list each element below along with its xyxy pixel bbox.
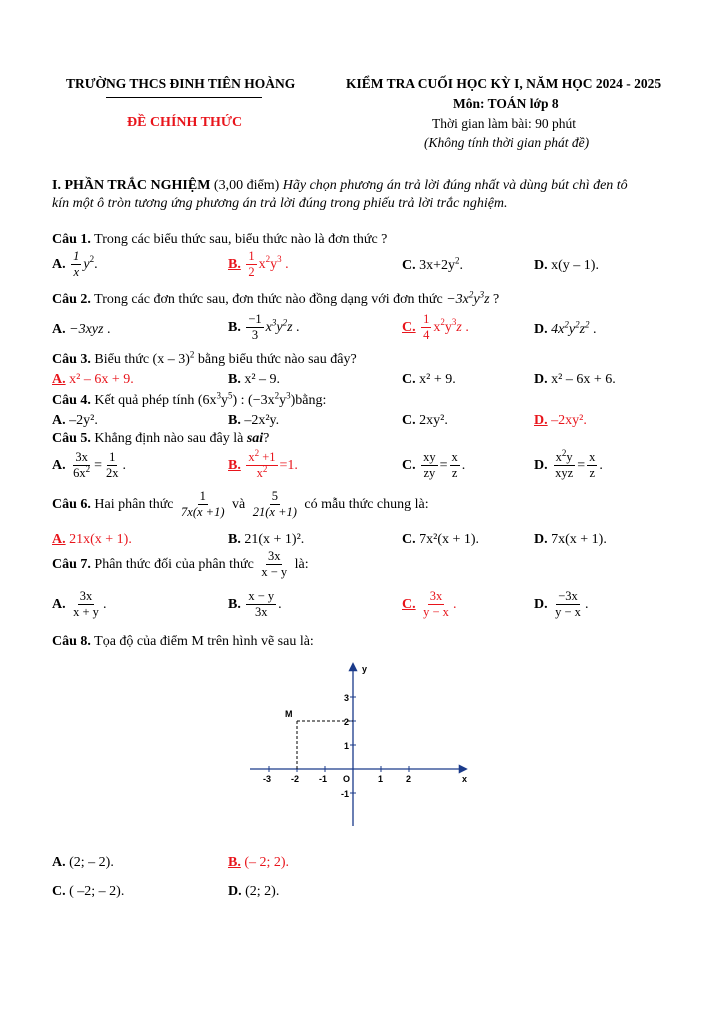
q3-option-d[interactable]: D. x² – 6x + 6. [534, 372, 616, 387]
point-m-label: M [285, 709, 293, 719]
q1-option-b[interactable]: B. $\frac{1}{2}$ $x^2y^3$ . [228, 249, 289, 280]
section-heading [52, 178, 628, 194]
q1-option-a[interactable]: A. $\frac{1}{x}$ $y^2$. [52, 249, 98, 280]
section-points: (3,00 điểm) [210, 178, 283, 193]
q1-option-c[interactable]: C. $3x+2y^2$. [402, 255, 464, 273]
q4-option-b[interactable]: B. –2x²y. [228, 413, 280, 428]
q3-option-a[interactable]: A. x² – 6x + 9. [52, 372, 134, 387]
question-7: Câu 7. Phân thức đối của phân thức $\frac{3x}{x - y}$ là: [52, 549, 309, 580]
question-4: Câu 4. Kết quả phép tính $(6x^3y^5)$ : $(-3x^2y^3)bằng$: [52, 390, 327, 408]
y-tick-label: 3 [344, 693, 350, 703]
q6-option-a[interactable]: A. 21x(x + 1). [52, 532, 132, 547]
x-tick-label: -2 [291, 774, 300, 784]
q2-option-b[interactable]: B. $\frac{-1}{3}$ $x^3y^2z$ . [228, 312, 300, 343]
question-3: Câu 3. Biểu thức (x – 3)$^2$ bằng biểu thức nào sau đây? [52, 349, 357, 367]
question-1-text: Trong các biểu thức sau, biểu thức nào là đơn thức ? [90, 232, 388, 247]
q4-option-c[interactable]: C. 2xy². [402, 413, 448, 428]
q3-option-b[interactable]: B. x² – 9. [228, 372, 281, 387]
x-tick-label: -3 [263, 774, 272, 784]
question-1 [52, 232, 387, 248]
q3-option-c[interactable]: C. x² + 9. [402, 372, 456, 387]
q2-option-c[interactable]: C. $\frac{1}{4}$ $x^2y^3z$ . [402, 312, 469, 343]
q7-option-a[interactable]: A. $\frac{3x}{x + y}$ . [52, 589, 107, 620]
school-name: TRƯỜNG THCS ĐINH TIÊN HOÀNG [66, 76, 296, 91]
duration-note: (Không tính thời gian phát đề) [424, 135, 590, 150]
q8-option-d[interactable]: D. (2; 2). [228, 884, 280, 899]
q6-option-b[interactable]: B. 21(x + 1)². [228, 532, 305, 547]
q5-option-b[interactable]: B. $\frac{x^2 +1}{x^2}$ =1. [228, 447, 298, 481]
q4-option-d[interactable]: D. –2xy². [534, 413, 587, 428]
section-instruction-2: kín một ô tròn tương ứng phương án trả lời đúng trong phiếu trả lời trắc nghiệm. [52, 196, 508, 211]
x-axis-label: x [462, 774, 468, 784]
coordinate-graph [240, 656, 480, 832]
q7-option-b[interactable]: B. $\frac{x - y}{3x}$ . [228, 589, 282, 620]
origin-label: O [343, 774, 351, 784]
q8-option-a[interactable]: A. (2; – 2). [52, 855, 114, 870]
question-2: Câu 2. Trong các đơn thức sau, đơn thức nào đồng dạng với đơn thức $-3x^2y^3z$ ? [52, 289, 500, 307]
q8-option-b[interactable]: B. (– 2; 2). [228, 855, 290, 870]
y-axis-label: y [362, 664, 368, 674]
q1-option-d[interactable]: D. x(y – 1). [534, 258, 599, 273]
q6-option-d[interactable]: D. 7x(x + 1). [534, 532, 607, 547]
x-tick-label: 1 [378, 774, 384, 784]
q4-option-a[interactable]: A. –2y². [52, 413, 98, 428]
exam-title: KIỂM TRA CUỐI HỌC KỲ I, NĂM HỌC 2024 - 2025 [346, 76, 662, 91]
official-label: ĐỀ CHÍNH THỨC [127, 115, 243, 130]
section-title: I. PHẦN TRẮC NGHIỆM [52, 178, 211, 193]
q2-option-d[interactable]: D. $4x^2y^2z^2$ . [534, 319, 597, 337]
q5-option-a[interactable]: A. $\frac{3x}{6x^2}$ = $\frac{1}{2x}$ . [52, 450, 127, 481]
question-5: Câu 5. Khẳng định nào sau đây là sai? [52, 431, 270, 446]
q6-option-c[interactable]: C. 7x²(x + 1). [402, 532, 480, 547]
q7-option-c[interactable]: C. $\frac{3x}{y - x}$ . [402, 589, 457, 620]
header-divider [106, 97, 262, 98]
duration-label: Thời gian làm bài: 90 phút [432, 116, 576, 131]
y-tick-label: 2 [344, 717, 350, 727]
section-instruction: Hãy chọn phương án trả lời đúng nhất và dùng bút chì đen tô [282, 178, 628, 193]
question-1-label: Câu 1. [52, 232, 91, 247]
y-tick-label: -1 [341, 789, 350, 799]
q5-option-c[interactable]: C. $\frac{xy}{zy}$ = $\frac{x}{z}$ . [402, 450, 466, 481]
q8-option-c[interactable]: C. ( –2; – 2). [52, 884, 125, 899]
q5-option-d[interactable]: D. $\frac{x^2y}{\text{xyz}}$ = $\frac{x}{z}$ . [534, 447, 603, 481]
q2-option-a[interactable]: A. −3xyz . [52, 322, 111, 337]
question-8: Câu 8. Tọa độ của điểm M trên hình vẽ sau là: [52, 634, 314, 649]
y-tick-label: 1 [344, 741, 350, 751]
subject-label: Môn: TOÁN lớp 8 [453, 96, 559, 111]
x-tick-label: -1 [319, 774, 328, 784]
x-tick-label: 2 [406, 774, 412, 784]
q7-option-d[interactable]: D. $\frac{-3x}{y - x}$ . [534, 589, 589, 620]
question-6: Câu 6. Hai phân thức $\frac{1}{7x(x +1)}$ và $\frac{5}{21(x +1)}$ có mẫu thức chung là: [52, 489, 429, 520]
